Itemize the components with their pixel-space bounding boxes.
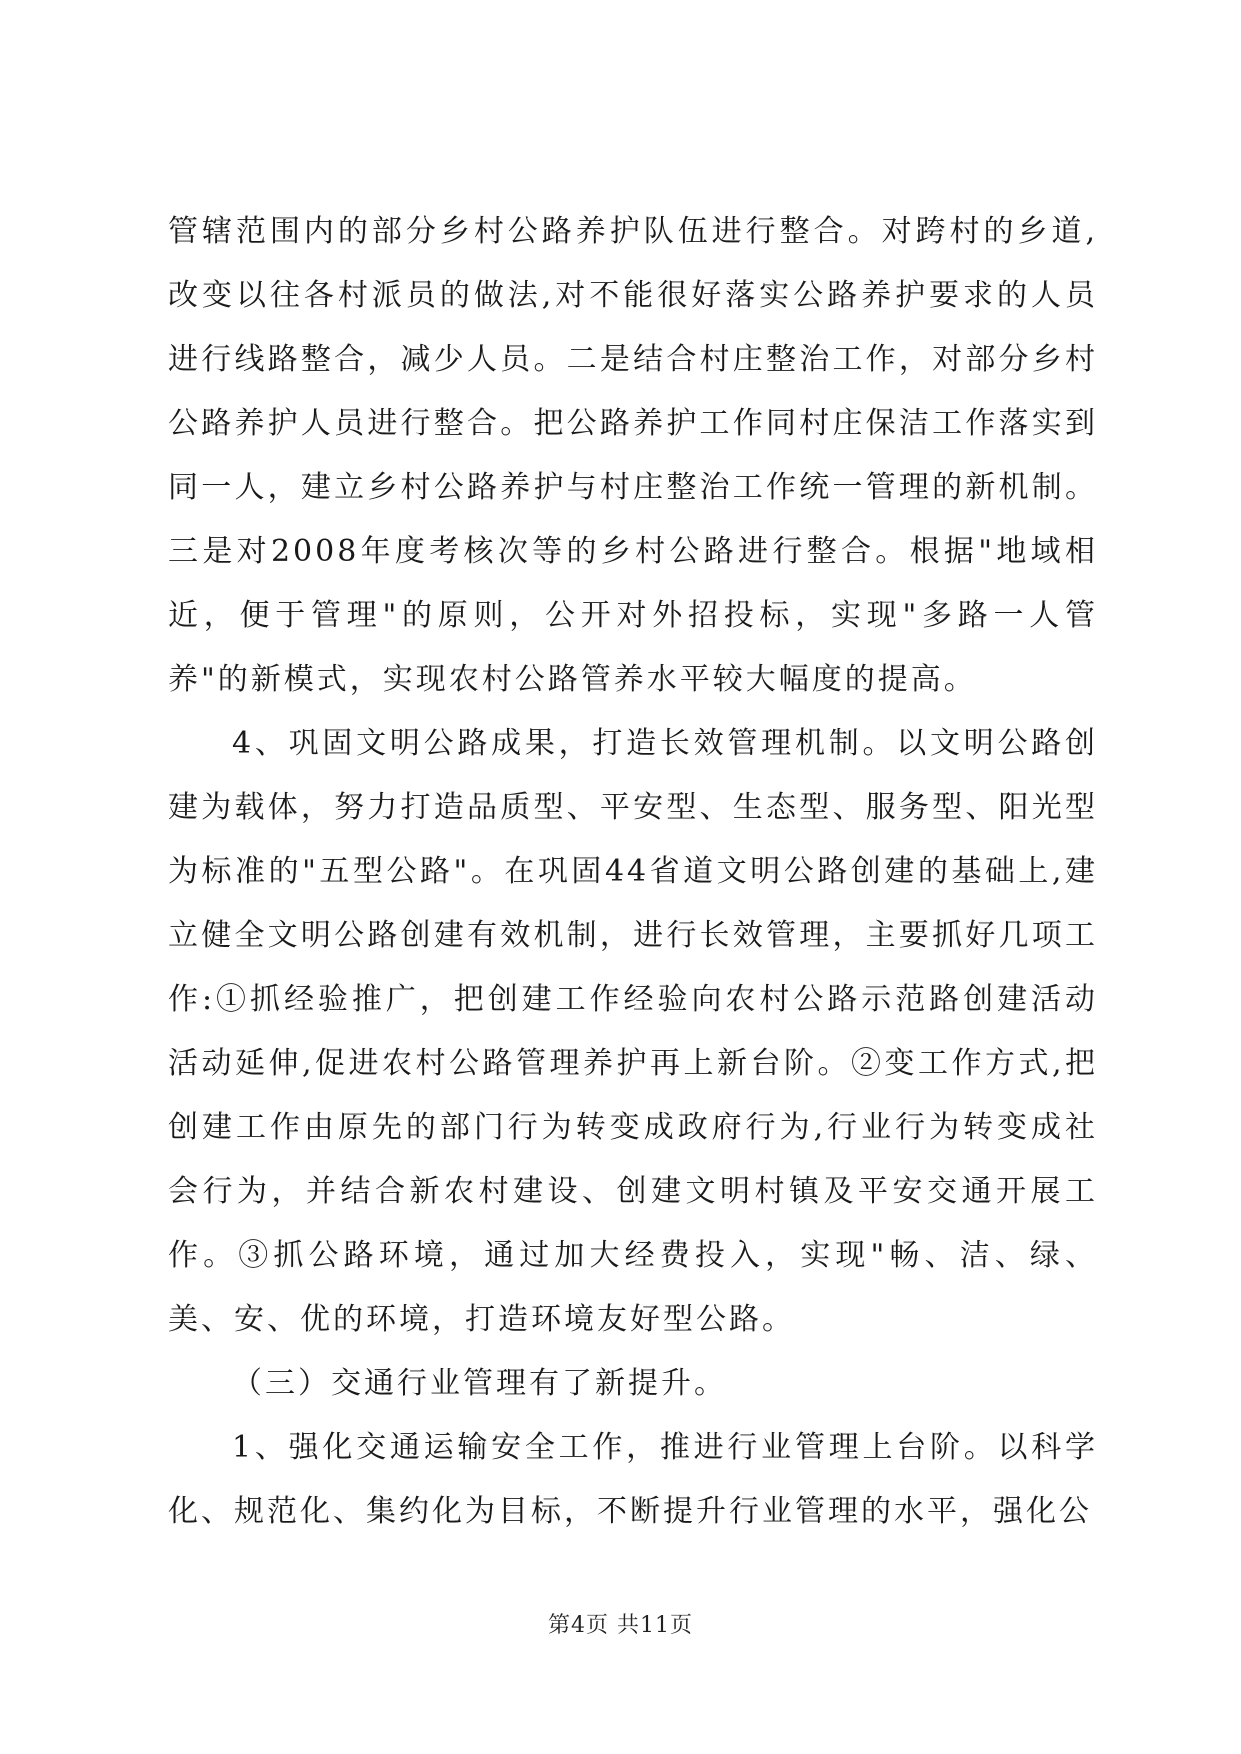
paragraph-road-maintenance-integration: 管辖范围内的部分乡村公路养护队伍进行整合。对跨村的乡道,改变以往各村派员的做法,对不能很好落实公路养护要求的人员进行线路整合，减少人员。二是结合村庄整治工作，对部分乡村公路养护人员进行整合。把公路养护工作同村庄保洁工作落实到同一人，建立乡村公路养护与村庄整治工作统一管理的新机制。三是对2008年度考核次等的乡村公路进行整合。根据"地域相近，便于管理"的原则，公开对外招投标，实现"多路一人管养"的新模式，实现农村公路管养水平较大幅度的提高。 bbox=[168, 214, 1098, 697]
section-heading-industry-management: （三）交通行业管理有了新提升。 bbox=[232, 1366, 727, 1401]
page-number-footer: 第4页 共11页 bbox=[548, 1613, 693, 1638]
document-body bbox=[168, 200, 1098, 1544]
paragraph-transport-safety: 1、强化交通运输安全工作，推进行业管理上台阶。以科学化、规范化、集约化为目标，不断提升行业管理的水平，强化公 bbox=[168, 1430, 1098, 1529]
paragraph-civilized-road: 4、巩固文明公路成果，打造长效管理机制。以文明公路创建为载体，努力打造品质型、平安型、生态型、服务型、阳光型为标准的"五型公路"。在巩固44省道文明公路创建的基础上,建立健全文明公路创建有效机制，进行长效管理，主要抓好几项工作:①抓经验推广，把创建工作经验向农村公路示范路创建活动活动延伸,促进农村公路管理养护再上新台阶。②变工作方式,把创建工作由原先的部门行为转变成政府行为,行业行为转变成社会行为，并结合新农村建设、创建文明村镇及平安交通开展工作。③抓公路环境，通过加大经费投入，实现"畅、洁、绿、美、安、优的环境，打造环境友好型公路。 bbox=[168, 726, 1098, 1337]
